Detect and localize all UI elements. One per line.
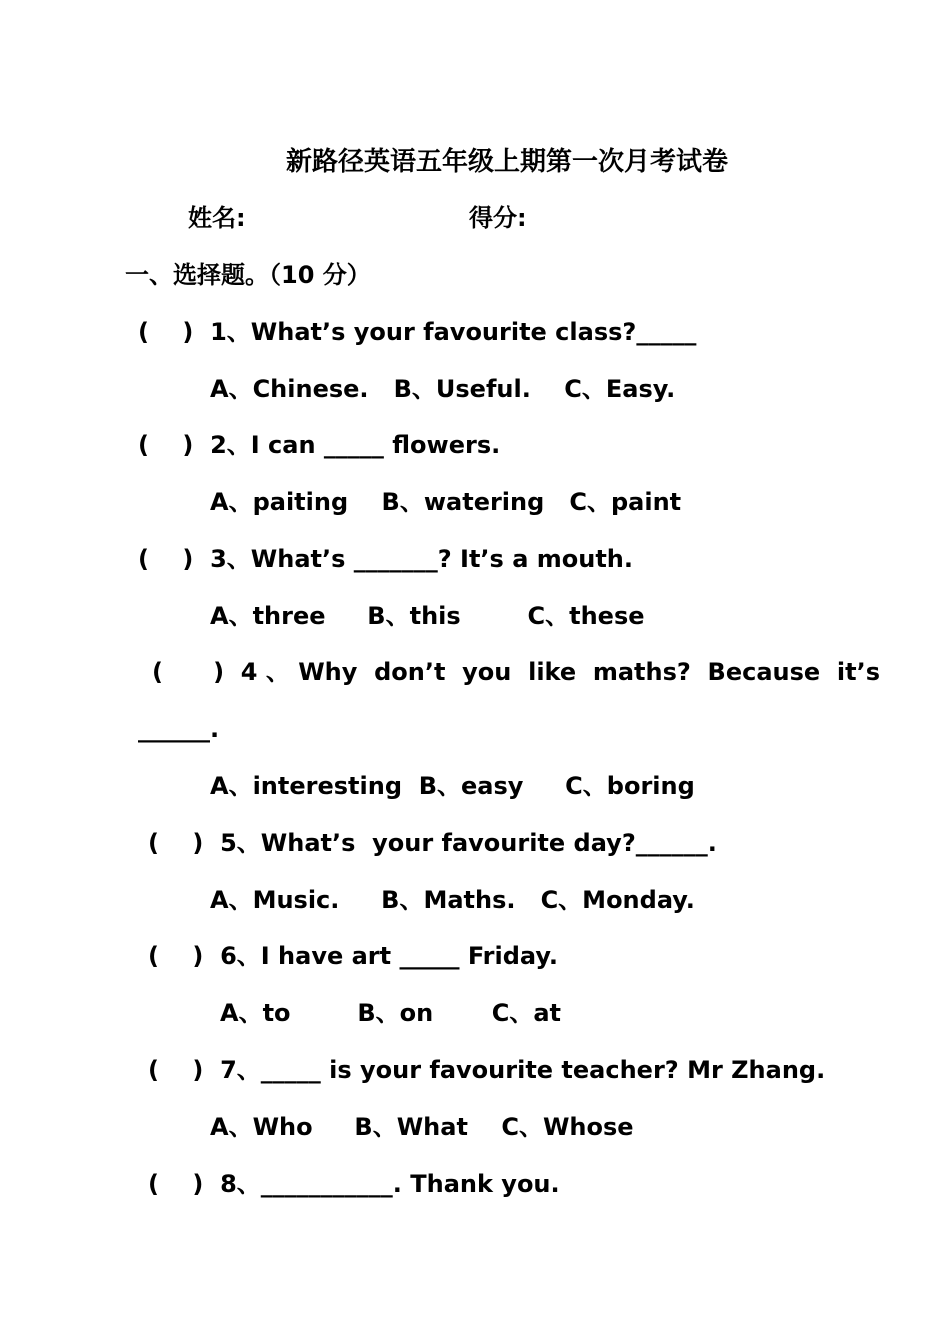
question-4-options: A、interesting B、easy C、boring xyxy=(210,772,695,800)
section-heading: 一、选择题。（10 分） xyxy=(125,261,371,289)
page-title: 新路径英语五年级上期第一次月考试卷 xyxy=(285,147,728,177)
question-6-options: A、to B、on C、at xyxy=(220,999,562,1027)
question-7-stem: ( ) 7、_____ is your favourite teacher? Mr Zhang. xyxy=(148,1056,826,1084)
score-label: 得分: xyxy=(469,204,527,232)
question-1-options: A、Chinese. B、Useful. C、Easy. xyxy=(210,375,676,403)
question-5-options: A、Music. B、Maths. C、Monday. xyxy=(210,886,695,914)
name-label: 姓名: xyxy=(188,204,246,232)
question-3-options: A、three B、this C、these xyxy=(210,602,645,630)
question-2-options: A、paiting B、watering C、paint xyxy=(210,488,682,516)
question-3-stem: ( ) 3、What’s _______? It’s a mouth. xyxy=(138,545,633,573)
question-8-stem: ( ) 8、___________. Thank you. xyxy=(148,1170,560,1198)
question-7-options: A、Who B、What C、Whose xyxy=(210,1113,634,1141)
question-5-stem: ( ) 5、What’s your favourite day?______. xyxy=(148,829,717,857)
question-4-stem: ( ) 4 、 Why don’t you like maths? Because it’s xyxy=(152,658,880,686)
question-2-stem: ( ) 2、I can _____ flowers. xyxy=(138,431,501,459)
question-1-stem: ( ) 1、What’s your favourite class?_____ xyxy=(138,318,697,346)
question-4-stem-continued: ______. xyxy=(138,715,220,743)
question-6-stem: ( ) 6、I have art _____ Friday. xyxy=(148,942,558,970)
